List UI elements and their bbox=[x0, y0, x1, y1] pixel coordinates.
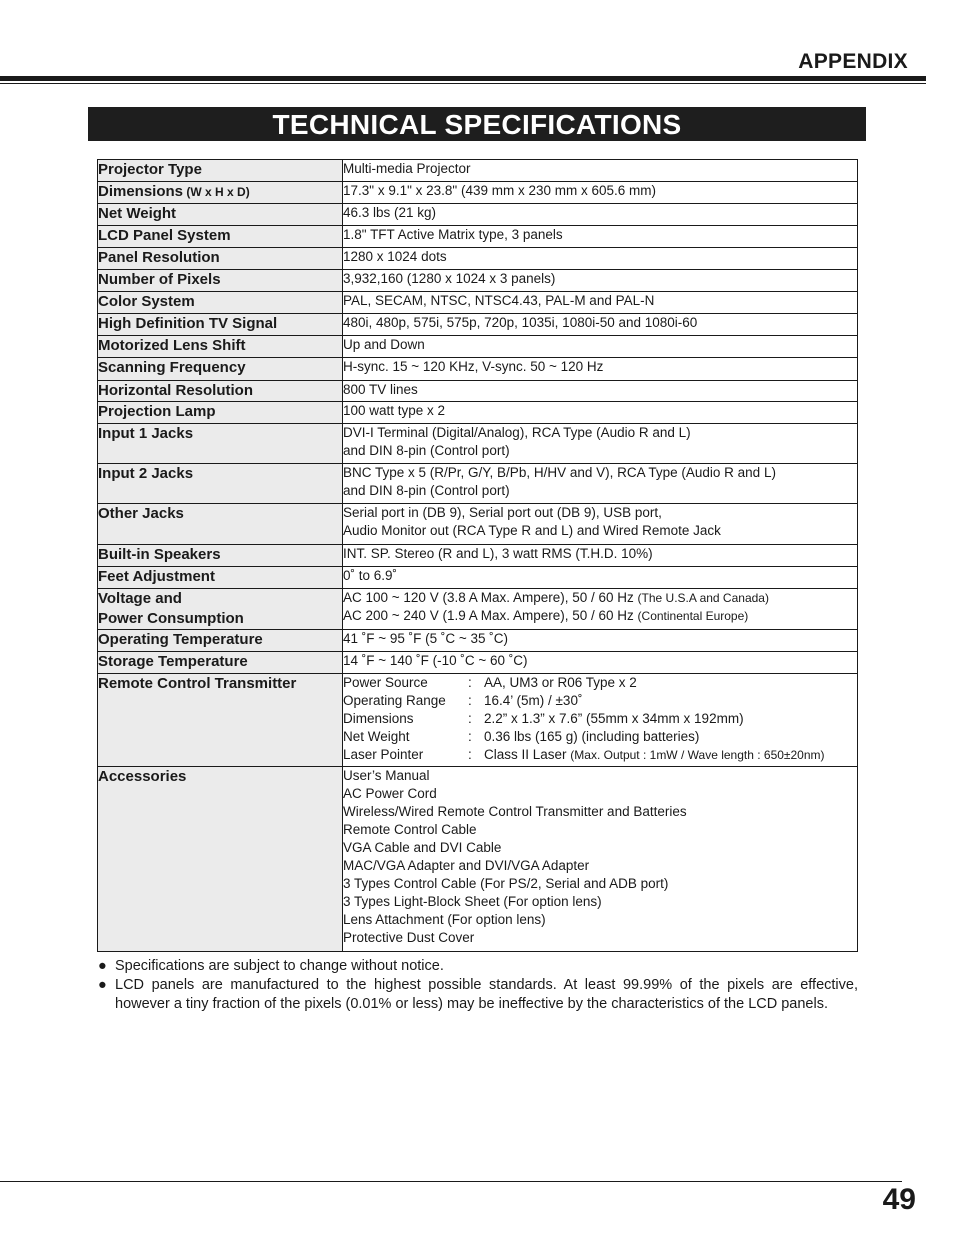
accessory-item: Remote Control Cable bbox=[343, 822, 477, 837]
spec-label bbox=[98, 424, 343, 464]
spec-value-line: 100 watt type x 2 bbox=[343, 403, 446, 418]
remote-spec-value-text: AA, UM3 or R06 Type x 2 bbox=[484, 675, 637, 690]
spec-value-line: 3,932,160 (1280 x 1024 x 3 panels) bbox=[343, 271, 556, 286]
remote-spec-value-text: Class II Laser bbox=[484, 747, 571, 762]
page-title: TECHNICAL SPECIFICATIONS bbox=[88, 107, 866, 141]
remote-spec-separator: : bbox=[468, 747, 472, 762]
note-text: LCD panels are manufactured to the highest possible standards. At least 99.99% of the pixels are effective, however a tiny fraction of the pixels (0.01% or less) may be ineffective by the characteristics of the LCD panels. bbox=[115, 977, 858, 1012]
spec-value bbox=[343, 504, 858, 545]
spec-row bbox=[98, 424, 858, 464]
spec-value-line: Up and Down bbox=[343, 337, 425, 352]
spec-label-text: Voltage and bbox=[98, 590, 182, 607]
remote-spec-value bbox=[484, 728, 699, 746]
spec-label bbox=[98, 270, 343, 292]
note-item bbox=[98, 957, 858, 976]
remote-spec-key: Net Weight bbox=[343, 729, 410, 744]
spec-value bbox=[343, 630, 858, 652]
spec-row bbox=[98, 358, 858, 381]
spec-value-line bbox=[343, 607, 857, 625]
spec-label-text: Storage Temperature bbox=[98, 653, 248, 670]
spec-row bbox=[98, 292, 858, 314]
accessory-item: AC Power Cord bbox=[343, 786, 437, 801]
spec-label bbox=[98, 567, 343, 589]
accessory-item: Lens Attachment (For option lens) bbox=[343, 912, 546, 927]
spec-label-text: Input 1 Jacks bbox=[98, 425, 194, 442]
remote-spec-row bbox=[343, 674, 857, 692]
spec-value-line: 17.3" x 9.1" x 23.8" (439 mm x 230 mm x 605.6 mm) bbox=[343, 183, 656, 198]
remote-spec-row bbox=[343, 746, 857, 764]
spec-value bbox=[343, 674, 858, 767]
spec-label bbox=[98, 674, 343, 767]
spec-value bbox=[343, 652, 858, 674]
spec-label bbox=[98, 336, 343, 358]
spec-value-line: 1.8" TFT Active Matrix type, 3 panels bbox=[343, 227, 563, 242]
spec-label bbox=[98, 248, 343, 270]
spec-row bbox=[98, 464, 858, 504]
spec-row bbox=[98, 381, 858, 402]
spec-value bbox=[343, 464, 858, 504]
spec-value-line: 800 TV lines bbox=[343, 382, 418, 397]
accessories-list bbox=[343, 767, 858, 952]
spec-label-suffix: (W x H x D) bbox=[183, 185, 250, 199]
remote-spec-note: (Max. Output : 1mW / Wave length : 650±20nm) bbox=[570, 748, 825, 762]
spec-label bbox=[98, 402, 343, 424]
voltage-main: AC 200 ~ 240 V (1.9 A Max. Ampere), 50 / 60 Hz bbox=[343, 608, 638, 623]
spec-value bbox=[343, 381, 858, 402]
spec-value bbox=[343, 567, 858, 589]
note-item bbox=[98, 976, 858, 1014]
voltage-region-note: (The U.S.A and Canada) bbox=[637, 591, 769, 605]
accessory-item: Protective Dust Cover bbox=[343, 930, 475, 945]
spec-label-text: Operating Temperature bbox=[98, 631, 263, 648]
spec-label-text: Input 2 Jacks bbox=[98, 465, 194, 482]
spec-label bbox=[98, 314, 343, 336]
section-label: APPENDIX bbox=[798, 50, 908, 73]
spec-label bbox=[98, 292, 343, 314]
spec-label bbox=[98, 204, 343, 226]
spec-value-line: and DIN 8-pin (Control port) bbox=[343, 443, 510, 458]
spec-label bbox=[98, 630, 343, 652]
remote-spec-value-text: 2.2” x 1.3” x 7.6” (55mm x 34mm x 192mm) bbox=[484, 711, 744, 726]
spec-value bbox=[343, 226, 858, 248]
remote-spec-value bbox=[484, 674, 637, 692]
remote-spec-value-text: 0.36 lbs (165 g) (including batteries) bbox=[484, 729, 700, 744]
spec-label-text: LCD Panel System bbox=[98, 227, 231, 244]
spec-label-text: Net Weight bbox=[98, 205, 177, 222]
spec-table bbox=[97, 159, 858, 952]
spec-row-remote bbox=[98, 674, 858, 767]
remote-spec-key: Operating Range bbox=[343, 693, 446, 708]
spec-value bbox=[343, 292, 858, 314]
spec-label bbox=[98, 358, 343, 381]
spec-value-line: H-sync. 15 ~ 120 KHz, V-sync. 50 ~ 120 Hz bbox=[343, 359, 604, 374]
header-rule bbox=[0, 76, 926, 81]
spec-value-line bbox=[343, 589, 857, 607]
remote-spec-value bbox=[484, 692, 582, 710]
spec-label-text: Number of Pixels bbox=[98, 271, 221, 288]
spec-label bbox=[98, 381, 343, 402]
spec-value-line: 41 ˚F ~ 95 ˚F (5 ˚C ~ 35 ˚C) bbox=[343, 631, 509, 646]
remote-spec-row bbox=[343, 692, 857, 710]
accessory-item: MAC/VGA Adapter and DVI/VGA Adapter bbox=[343, 858, 590, 873]
accessory-item: 3 Types Light-Block Sheet (For option lens) bbox=[343, 894, 602, 909]
accessory-item: User’s Manual bbox=[343, 768, 430, 783]
spec-label bbox=[98, 545, 343, 567]
spec-value bbox=[343, 314, 858, 336]
remote-spec-row bbox=[343, 728, 857, 746]
spec-value-line: 480i, 480p, 575i, 575p, 720p, 1035i, 1080i-50 and 1080i-60 bbox=[343, 315, 698, 330]
spec-row bbox=[98, 504, 858, 545]
page-number: 49 bbox=[882, 1183, 916, 1216]
spec-row bbox=[98, 545, 858, 567]
spec-label-text: Color System bbox=[98, 293, 195, 310]
spec-label-text: Projector Type bbox=[98, 161, 202, 178]
spec-value bbox=[343, 248, 858, 270]
spec-row bbox=[98, 204, 858, 226]
spec-label-text: Feet Adjustment bbox=[98, 568, 215, 585]
accessory-item: Wireless/Wired Remote Control Transmitter and Batteries bbox=[343, 804, 687, 819]
spec-value-line: 0˚ to 6.9˚ bbox=[343, 568, 398, 583]
accessory-item: 3 Types Control Cable (For PS/2, Serial and ADB port) bbox=[343, 876, 669, 891]
spec-label bbox=[98, 464, 343, 504]
spec-label-text: Panel Resolution bbox=[98, 249, 220, 266]
remote-spec-value-text: 16.4’ (5m) / ±30˚ bbox=[484, 693, 583, 708]
spec-value-line: PAL, SECAM, NTSC, NTSC4.43, PAL-M and PAL-N bbox=[343, 293, 655, 308]
voltage-main: AC 100 ~ 120 V (3.8 A Max. Ampere), 50 / 60 Hz bbox=[343, 590, 638, 605]
spec-row-accessories bbox=[98, 767, 858, 952]
remote-spec-row bbox=[343, 710, 857, 728]
spec-label-text: Power Consumption bbox=[98, 610, 244, 627]
spec-label-text: Horizontal Resolution bbox=[98, 382, 253, 399]
spec-label-text: Motorized Lens Shift bbox=[98, 337, 246, 354]
spec-label bbox=[98, 589, 343, 630]
spec-row-voltage bbox=[98, 589, 858, 630]
spec-row bbox=[98, 402, 858, 424]
accessory-item: VGA Cable and DVI Cable bbox=[343, 840, 502, 855]
spec-value bbox=[343, 589, 858, 630]
bullet-icon: ● bbox=[98, 958, 107, 974]
spec-value-line: DVI-I Terminal (Digital/Analog), RCA Type (Audio R and L) bbox=[343, 425, 691, 440]
spec-table-body bbox=[98, 160, 858, 952]
spec-label-text: Dimensions bbox=[98, 183, 184, 200]
spec-value bbox=[343, 160, 858, 182]
remote-spec-value bbox=[484, 746, 825, 764]
remote-spec-value bbox=[484, 710, 744, 728]
spec-label-text: High Definition TV Signal bbox=[98, 315, 278, 332]
spec-value-line: 1280 x 1024 dots bbox=[343, 249, 447, 264]
remote-spec-key: Power Source bbox=[343, 675, 428, 690]
spec-value bbox=[343, 270, 858, 292]
spec-label-text: Scanning Frequency bbox=[98, 359, 246, 376]
remote-spec-separator: : bbox=[468, 693, 472, 708]
spec-row bbox=[98, 182, 858, 204]
spec-value-line: BNC Type x 5 (R/Pr, G/Y, B/Pb, H/HV and V), RCA Type (Audio R and L) bbox=[343, 465, 776, 480]
notes-list bbox=[98, 957, 858, 1014]
spec-value-line: and DIN 8-pin (Control port) bbox=[343, 483, 510, 498]
spec-row bbox=[98, 652, 858, 674]
spec-label-text: Remote Control Transmitter bbox=[98, 675, 297, 692]
spec-value-line: INT. SP. Stereo (R and L), 3 watt RMS (T.H.D. 10%) bbox=[343, 546, 653, 561]
remote-spec-separator: : bbox=[468, 711, 472, 726]
spec-row bbox=[98, 314, 858, 336]
spec-value-line: 14 ˚F ~ 140 ˚F (-10 ˚C ~ 60 ˚C) bbox=[343, 653, 528, 668]
spec-value bbox=[343, 402, 858, 424]
remote-spec-separator: : bbox=[468, 675, 472, 690]
remote-spec-separator: : bbox=[468, 729, 472, 744]
spec-label-text: Other Jacks bbox=[98, 505, 184, 522]
spec-row bbox=[98, 160, 858, 182]
spec-value bbox=[343, 204, 858, 226]
remote-spec-key: Laser Pointer bbox=[343, 747, 424, 762]
spec-value bbox=[343, 424, 858, 464]
remote-spec-key: Dimensions bbox=[343, 711, 414, 726]
spec-row bbox=[98, 270, 858, 292]
spec-value-line: 46.3 lbs (21 kg) bbox=[343, 205, 437, 220]
spec-label bbox=[98, 160, 343, 182]
spec-label bbox=[98, 226, 343, 248]
spec-row bbox=[98, 336, 858, 358]
spec-label-text: Projection Lamp bbox=[98, 403, 216, 420]
spec-label-text: Accessories bbox=[98, 768, 187, 785]
spec-label bbox=[98, 182, 343, 204]
spec-label bbox=[98, 767, 343, 952]
spec-value bbox=[343, 545, 858, 567]
footer-rule bbox=[0, 1181, 902, 1182]
spec-value-line: Serial port in (DB 9), Serial port out (DB 9), USB port, bbox=[343, 505, 662, 520]
header-rule-thin bbox=[0, 83, 926, 84]
spec-label bbox=[98, 652, 343, 674]
voltage-region-note: (Continental Europe) bbox=[637, 609, 749, 623]
spec-value bbox=[343, 182, 858, 204]
spec-value bbox=[343, 358, 858, 381]
spec-row bbox=[98, 630, 858, 652]
spec-row bbox=[98, 226, 858, 248]
bullet-icon: ● bbox=[98, 977, 107, 993]
spec-label-text: Built-in Speakers bbox=[98, 546, 221, 563]
spec-value-line: Multi-media Projector bbox=[343, 161, 471, 176]
spec-row bbox=[98, 248, 858, 270]
spec-row bbox=[98, 567, 858, 589]
spec-label bbox=[98, 504, 343, 545]
note-text: Specifications are subject to change without notice. bbox=[115, 958, 444, 974]
spec-value-line: Audio Monitor out (RCA Type R and L) and Wired Remote Jack bbox=[343, 523, 721, 538]
spec-value bbox=[343, 336, 858, 358]
